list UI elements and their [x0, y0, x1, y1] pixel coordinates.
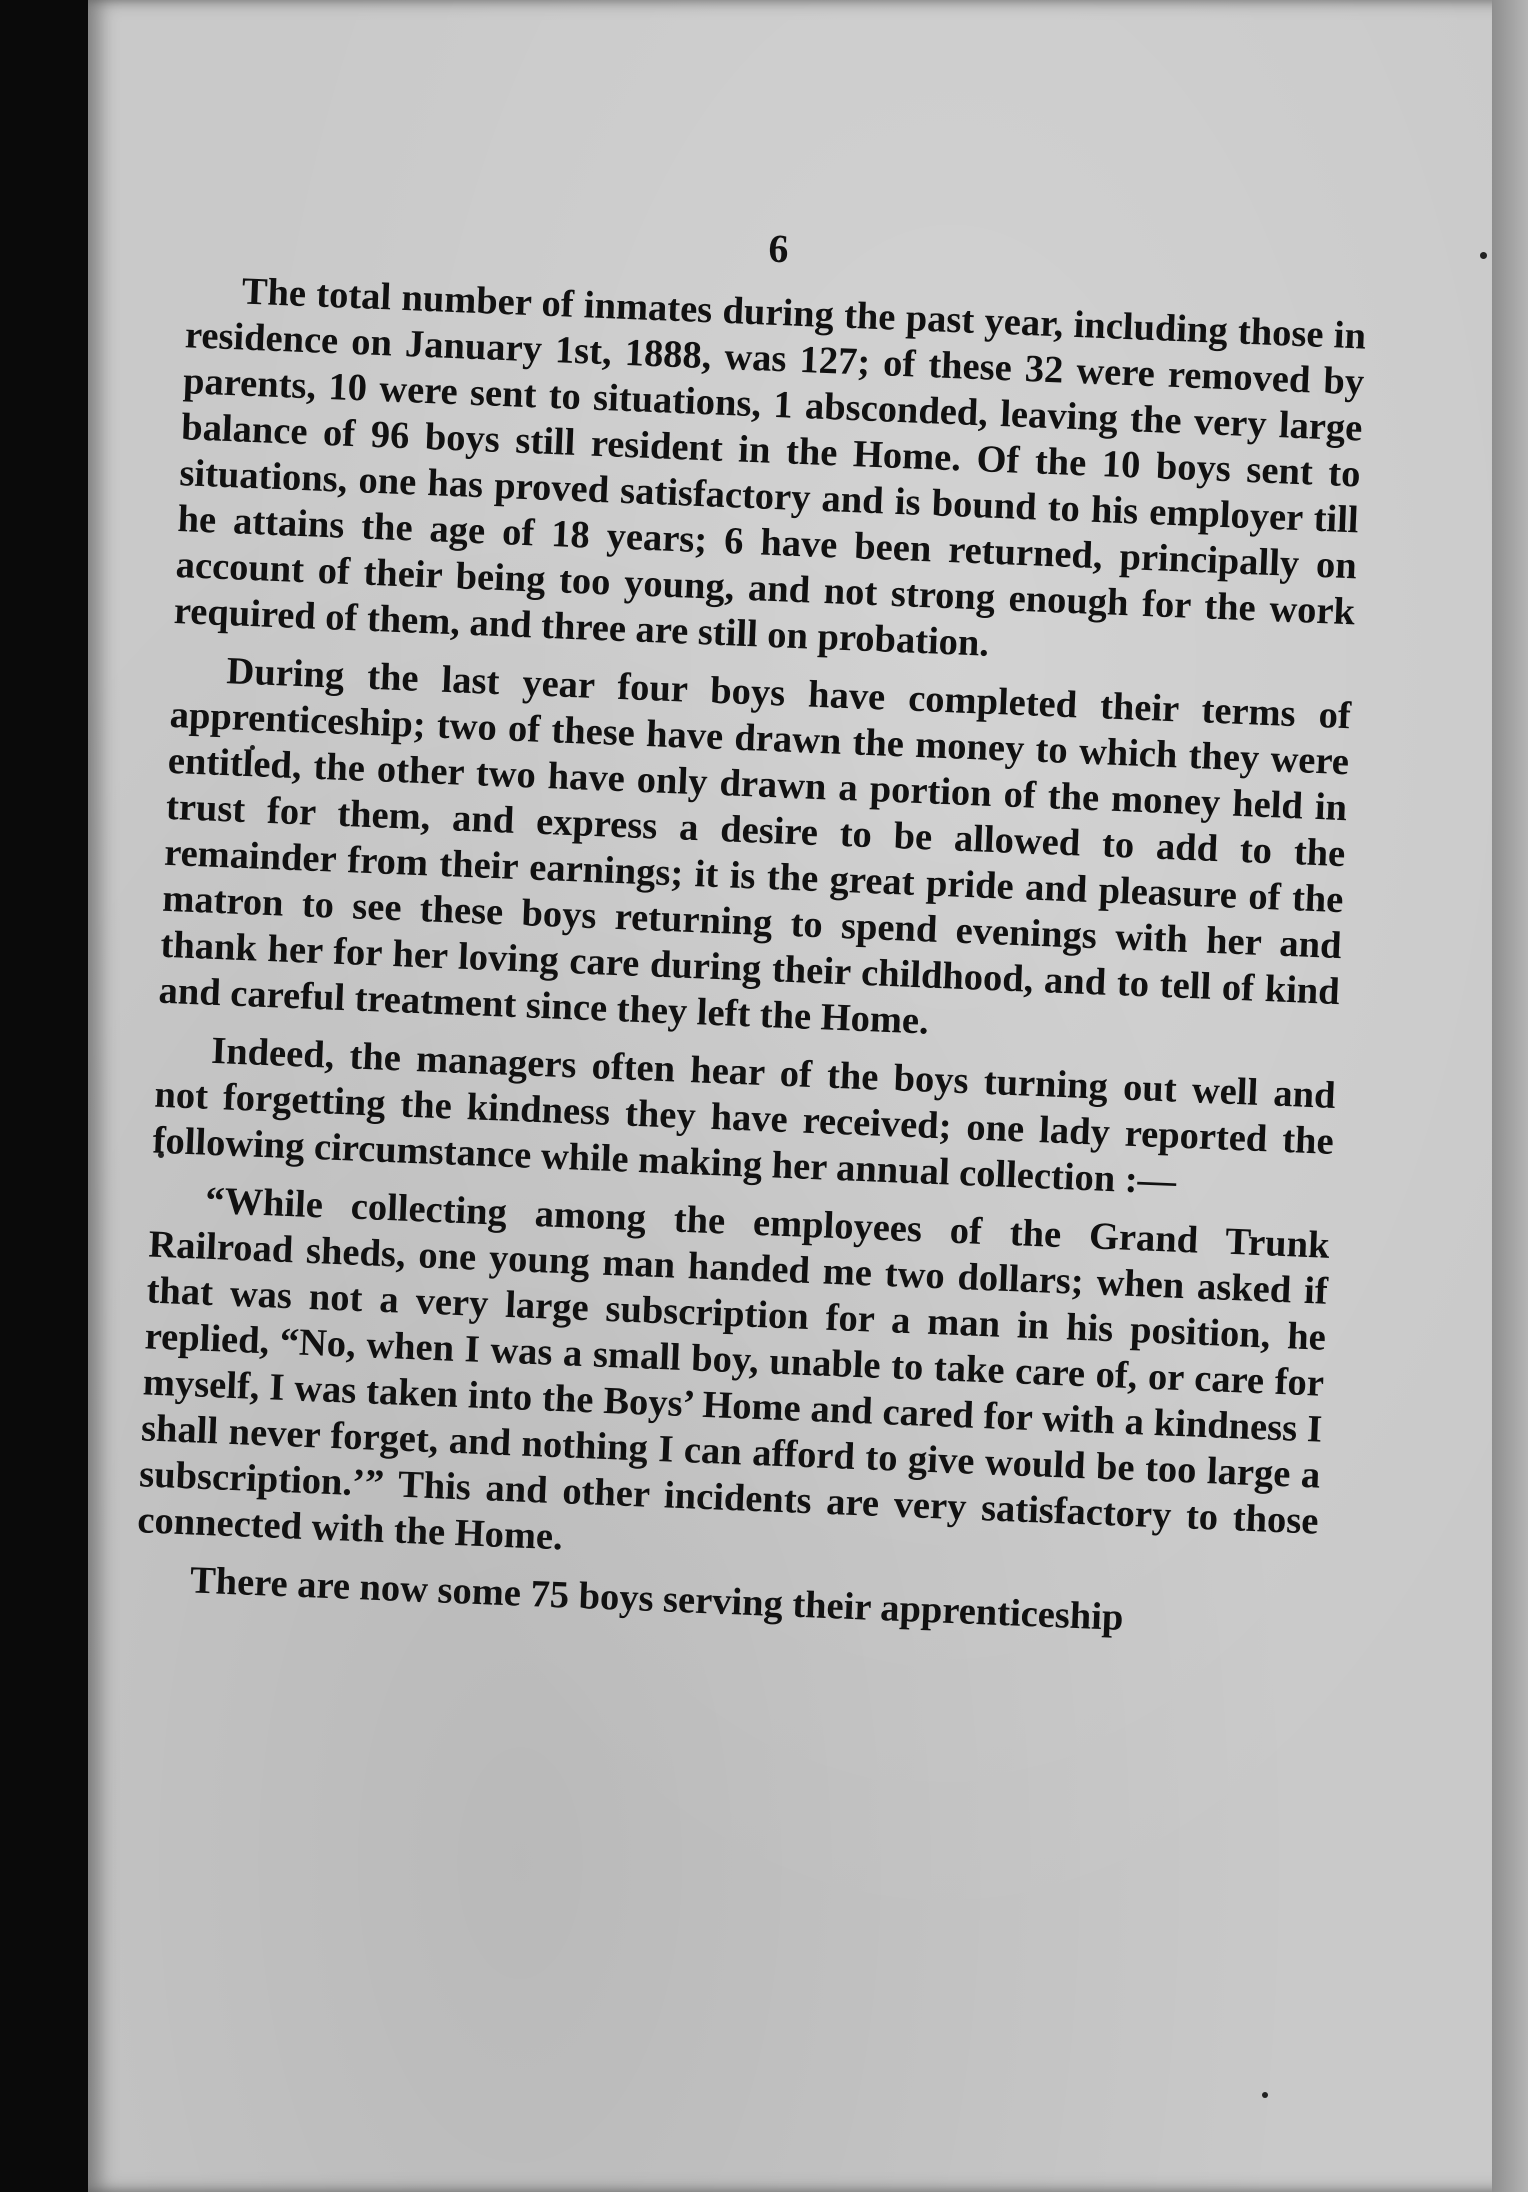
- ink-speck: [1480, 252, 1487, 259]
- page-number: 6: [767, 225, 791, 272]
- body-text: [134, 201, 1369, 1648]
- ink-speck: [1262, 2092, 1268, 2098]
- paragraph-apprenticeship: During the last year four boys have completed their terms of apprenticeship; two of these have drawn the money to which they were entitled, the other two have only drawn a portion of the money held in trust for them, and express a desire to be allowed to add to the remainder from their earnings; it is the great pride and pleasure of the matron to see these boys returning to spend evenings with her and thank her for her loving care during their childhood, and to tell of kind and careful treatment since they left the Home.: [157, 650, 1352, 1043]
- paragraph-managers: Indeed, the managers often hear of the boys turning out well and not forgetting the kindness they have received; one lady reported the following circumstance while making her annual collection :—: [151, 1029, 1337, 1203]
- page-edge: [1492, 0, 1528, 2192]
- paragraph-closing: There are now some 75 boys serving their apprenticeship: [189, 1559, 1125, 1639]
- paragraph-quotation: “While collecting among the employees of the Grand Trunk Railroad sheds, one young man handed me two dollars; when asked if that was not a very large subscription for a man in his position, he replied, “No, when I was a small boy, unable to take care of, or care for myself, I was taken into the Boys’ Home and cared for with a kindness I shall never forget, and nothing I can afford to give would be too large a subscription.’” This and other incidents are very satisfactory to those connected with the Home.: [136, 1179, 1331, 1559]
- paragraph-inmates: The total number of inmates during the past year, including those in residence on January 1st, 1888, was 127; of these 32 were removed by parents, 10 were sent to situations, 1 absconded, leaving the very large balance of 96 boys still resident in the Home. Of the 10 boys sent to situations, one has proved satisfactory and is bound to his employer till he attains the age of 18 years; 6 have been returned, principally on account of their being too young, and not strong enough for the work required of them, and three are still on probation.: [173, 270, 1367, 665]
